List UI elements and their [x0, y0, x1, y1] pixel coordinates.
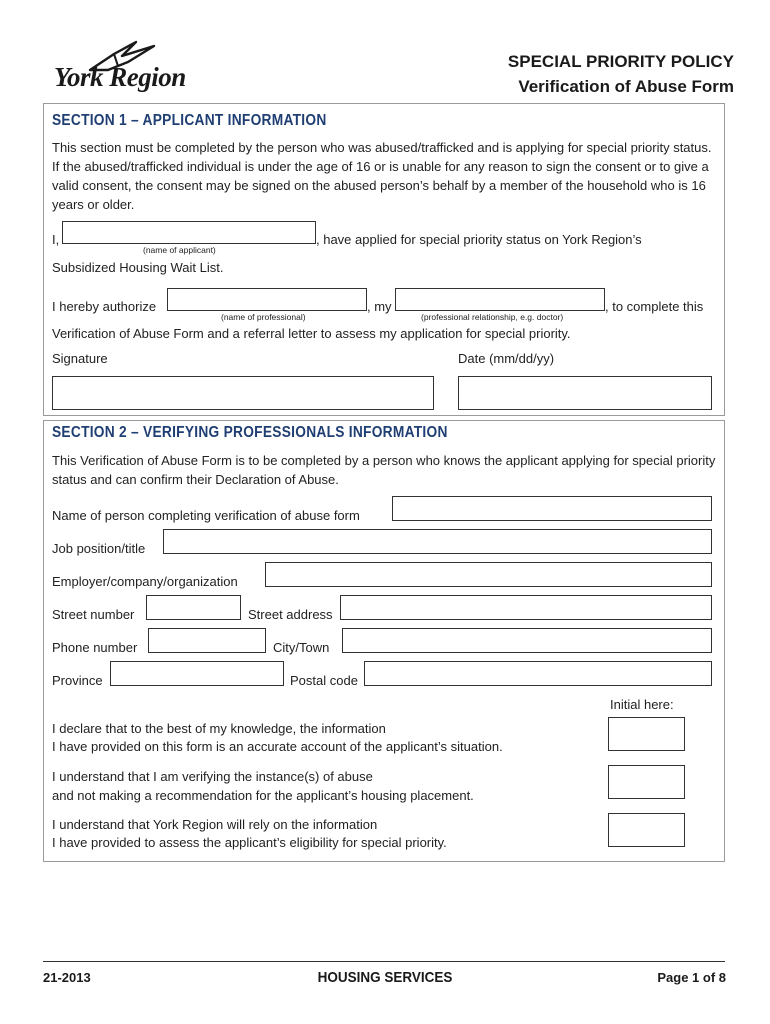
form-title: Verification of Abuse Form — [518, 77, 734, 96]
applicant-name-hint: (name of applicant) — [143, 245, 216, 255]
form-number: 21-2013 — [43, 970, 91, 985]
declaration-3-line2: I have provided to assess the applicant’s eligibility for special priority. — [52, 835, 447, 850]
page-number: Page 1 of 8 — [657, 970, 726, 985]
verifier-name-label: Name of person completing verification of abuse form — [52, 508, 360, 523]
declaration-3-initial-field[interactable] — [608, 813, 685, 847]
verifier-name-field[interactable] — [392, 496, 712, 521]
postal-code-field[interactable] — [364, 661, 712, 686]
declaration-2-line2: and not making a recommendation for the applicant’s housing placement. — [52, 788, 474, 803]
city-field[interactable] — [342, 628, 712, 653]
complete-text: , to complete this — [605, 299, 704, 314]
section1-title: SECTION 1 – APPLICANT INFORMATION — [52, 112, 327, 129]
street-address-label: Street address — [248, 607, 333, 622]
applied-text: , have applied for special priority status on York Region’s — [316, 232, 642, 247]
date-label: Date (mm/dd/yy) — [458, 351, 555, 366]
signature-field[interactable] — [52, 376, 434, 410]
professional-name-hint: (name of professional) — [221, 312, 306, 322]
province-field[interactable] — [110, 661, 284, 686]
declaration-1-line2: I have provided on this form is an accurate account of the applicant’s situation. — [52, 739, 503, 754]
date-field[interactable] — [458, 376, 712, 410]
declaration-2-initial-field[interactable] — [608, 765, 685, 799]
city-label: City/Town — [273, 640, 330, 655]
i-prefix: I, — [52, 232, 60, 247]
phone-label: Phone number — [52, 640, 138, 655]
employer-field[interactable] — [265, 562, 712, 587]
employer-label: Employer/company/organization — [52, 574, 238, 589]
professional-name-field[interactable] — [167, 288, 367, 311]
province-label: Province — [52, 673, 103, 688]
relationship-field[interactable] — [395, 288, 605, 311]
section2-title: SECTION 2 – VERIFYING PROFESSIONALS INFORMATION — [52, 424, 448, 441]
street-number-field[interactable] — [146, 595, 241, 620]
postal-code-label: Postal code — [290, 673, 358, 688]
authorize-text: I hereby authorize — [52, 299, 157, 314]
footer-department: HOUSING SERVICES — [317, 969, 453, 986]
form-policy-title: SPECIAL PRIORITY POLICY — [507, 52, 734, 71]
my-text: , my — [367, 299, 392, 314]
relationship-hint: (professional relationship, e.g. doctor) — [421, 312, 564, 322]
declaration-1-initial-field[interactable] — [608, 717, 685, 751]
signature-label: Signature — [52, 351, 108, 366]
declaration-2-line1: I understand that I am verifying the instance(s) of abuse — [52, 769, 373, 784]
logo-text: York Region — [54, 62, 186, 92]
applicant-name-field[interactable] — [62, 221, 316, 244]
phone-field[interactable] — [148, 628, 266, 653]
declaration-1-line1: I declare that to the best of my knowledge, the information — [52, 721, 386, 736]
section2-intro: This Verification of Abuse Form is to be completed by a person who knows the applicant applying for special priority status and can confirm their Declaration of Abuse. — [52, 453, 716, 487]
footer-rule — [43, 961, 725, 962]
street-number-label: Street number — [52, 607, 135, 622]
waitlist-text: Subsidized Housing Wait List. — [52, 260, 224, 275]
section1-intro: This section must be completed by the person who was abused/trafficked and is applying for special priority status. If the abused/trafficked individual is under the age of 16 or is unable for any reason to sign the consent or to give a valid consent, the consent may be signed on the abused person’s behalf by a member of the household who is 16 years or older. — [52, 140, 712, 212]
declaration-3-line1: I understand that York Region will rely on the information — [52, 817, 378, 832]
york-region-logo — [50, 40, 200, 100]
street-address-field[interactable] — [340, 595, 712, 620]
job-title-field[interactable] — [163, 529, 712, 554]
job-title-label: Job position/title — [52, 541, 146, 556]
referral-text: Verification of Abuse Form and a referral letter to assess my application for special priority. — [52, 326, 571, 341]
initial-here-label: Initial here: — [610, 697, 674, 712]
